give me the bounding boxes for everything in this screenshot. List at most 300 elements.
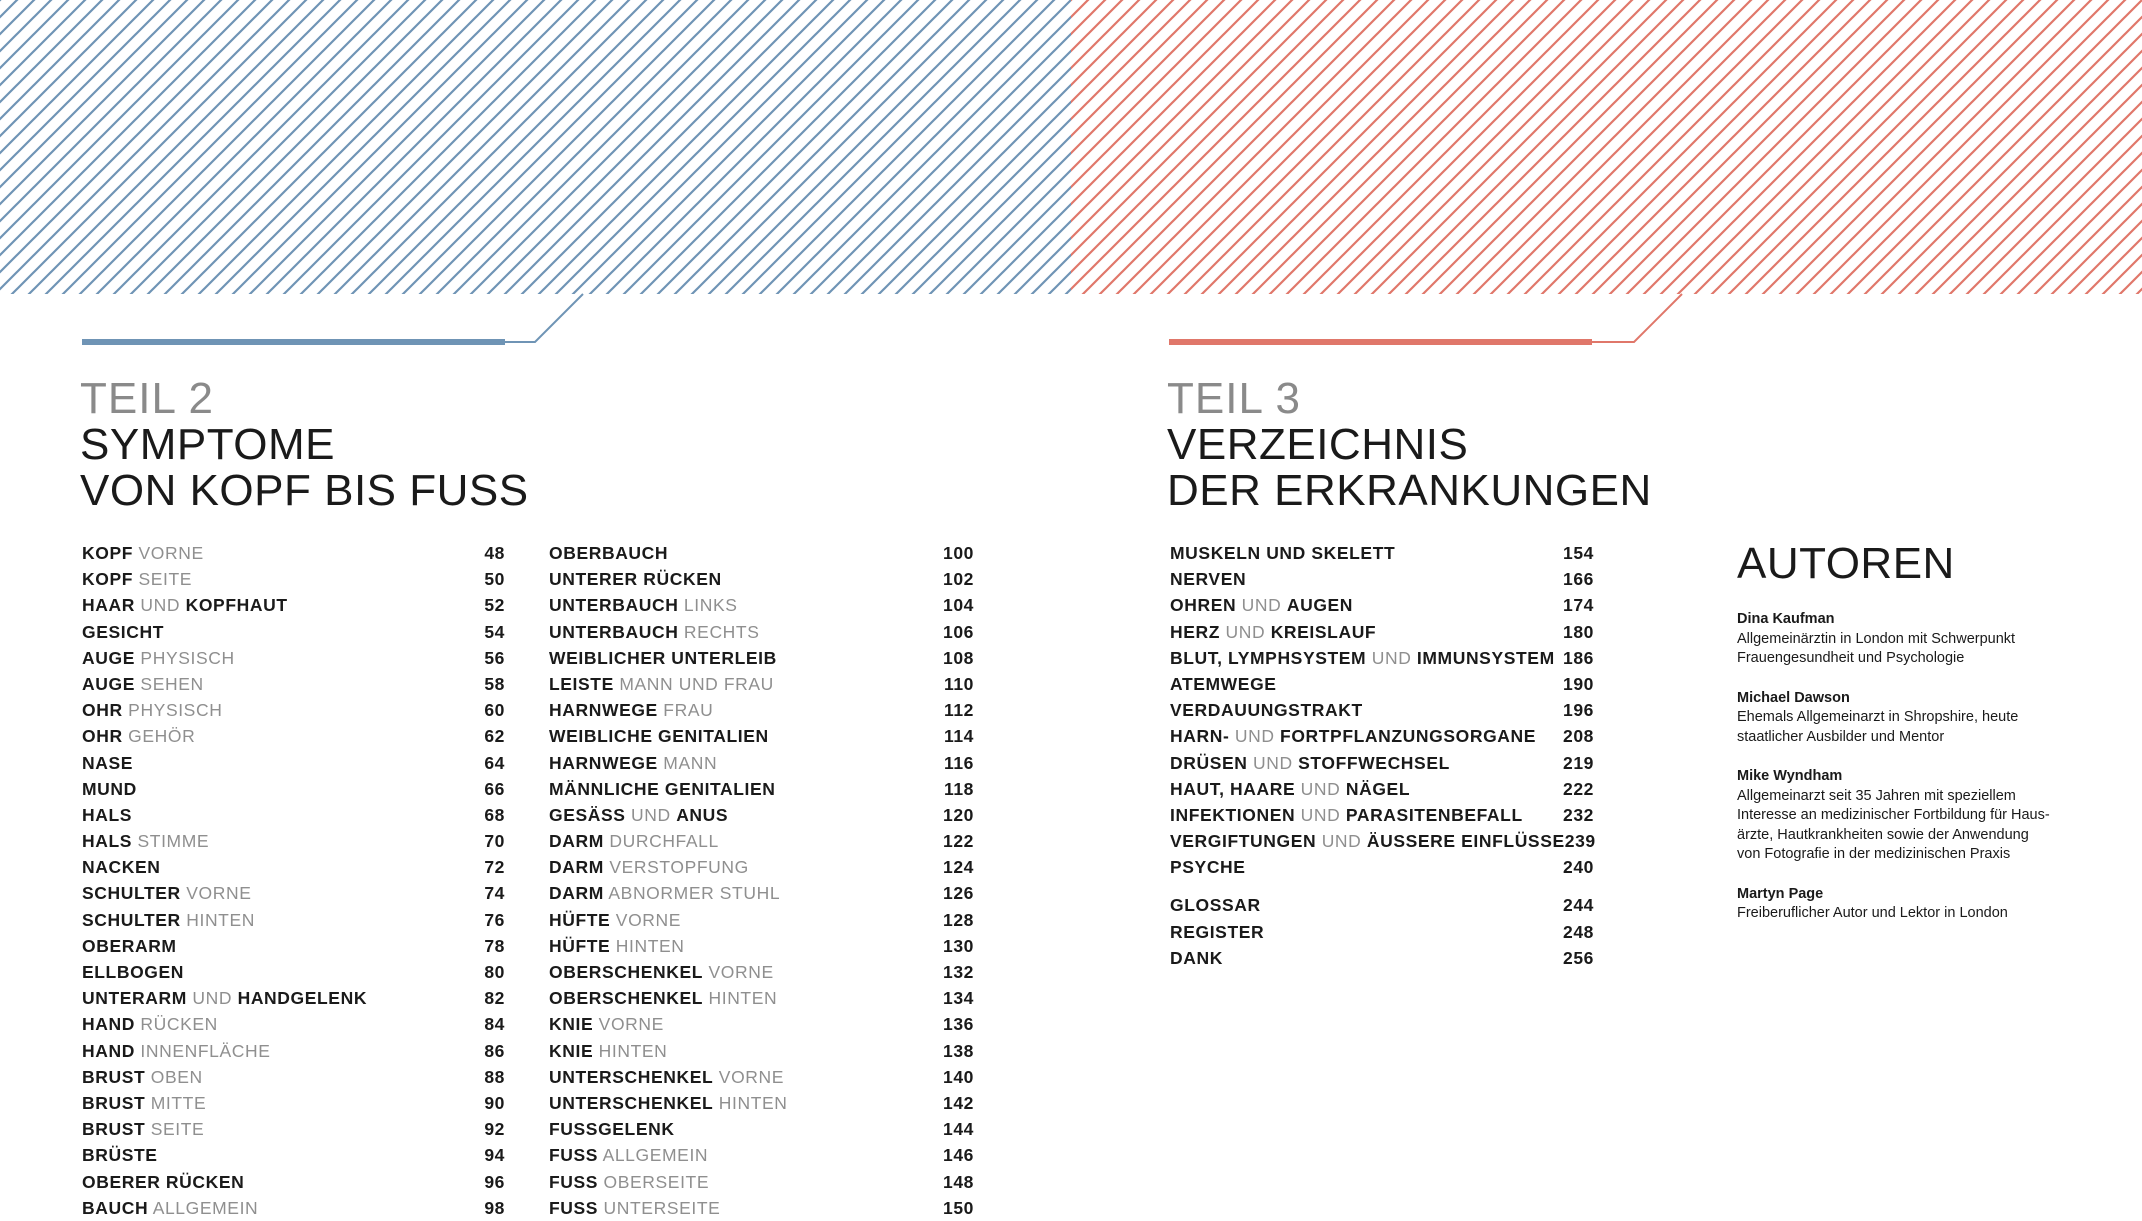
toc-entry-page-number: 52 [484, 595, 505, 616]
toc-entry [82, 1090, 505, 1116]
toc-entry [549, 723, 974, 749]
teil2-toc-column-1 [82, 540, 505, 1221]
toc-entry-main-text: OBERBAUCH [549, 543, 669, 563]
toc-entry-page-number: 124 [943, 857, 974, 878]
author-description-line: Freiberuflicher Autor und Lektor in London [1737, 905, 2008, 921]
toc-entry-label [82, 907, 255, 933]
toc-entry-qualifier-text: SEITE [145, 1119, 205, 1140]
toc-entry [1170, 566, 1594, 592]
toc-entry [549, 750, 974, 776]
author-entry [1737, 885, 2067, 924]
toc-entry-main-text: PSYCHE [1170, 857, 1246, 878]
toc-entry-label [549, 880, 780, 906]
toc-entry-main-text: DANK [1170, 947, 1223, 968]
toc-entry-label [1170, 945, 1223, 971]
toc-entry [1170, 697, 1594, 723]
toc-entry-page-number: 126 [943, 883, 974, 904]
toc-entry-label [549, 619, 759, 645]
toc-entry-qualifier-text: FRAU [657, 700, 714, 721]
toc-entry-label [1170, 750, 1450, 776]
toc-entry-main-text: OBERSCHENKEL [549, 962, 704, 982]
toc-entry-page-number: 68 [484, 804, 505, 825]
toc-entry-main-text: NASE [82, 752, 134, 773]
toc-entry-page-number: 84 [484, 1014, 505, 1035]
toc-entry-main-text: MUSKELN UND SKELETT [1170, 543, 1396, 563]
toc-entry-main-text: BRÜSTE [82, 1145, 158, 1166]
toc-entry-qualifier-text: GEHÖR [122, 726, 196, 747]
toc-entry [82, 854, 505, 880]
toc-entry [549, 540, 974, 566]
toc-entry-main-text: KOPF [82, 543, 134, 563]
toc-entry [1170, 750, 1594, 776]
toc-entry [1170, 723, 1594, 749]
author-description-line: Allgemeinarzt seit 35 Jahren mit speziellem [1737, 787, 2016, 804]
toc-entry [549, 619, 974, 645]
toc-entry [1170, 671, 1594, 697]
toc-entry [1170, 619, 1594, 645]
toc-entry-main-text: AUGE [82, 673, 135, 694]
teil3-toc-column [1170, 540, 1594, 971]
toc-entry-label [82, 645, 235, 671]
toc-entry-page-number: 92 [484, 1119, 505, 1140]
toc-entry-page-number: 166 [1563, 569, 1594, 590]
toc-entry [549, 566, 974, 592]
toc-entry-main-text: MUND [82, 778, 137, 799]
toc-entry-main-text: IMMUNSYSTEM [1416, 647, 1555, 668]
toc-entry-label [1170, 802, 1523, 828]
teil3-label: TEIL 3 [1167, 374, 1301, 423]
toc-entry [82, 1064, 505, 1090]
toc-entry [549, 645, 974, 671]
toc-entry-page-number: 232 [1563, 804, 1594, 825]
toc-entry [1170, 919, 1594, 945]
author-description-line: Ehemals Allgemeinarzt in Shropshire, heute [1737, 709, 2019, 725]
toc-entry-page-number: 248 [1563, 921, 1594, 942]
toc-spacer [1170, 880, 1594, 892]
toc-entry-qualifier-text: OBERSEITE [598, 1171, 710, 1192]
toc-entry-main-text: INFEKTIONEN [1170, 804, 1296, 825]
toc-entry-page-number: 208 [1563, 726, 1594, 747]
toc-entry-qualifier-text: UND [1220, 621, 1271, 642]
toc-entry-qualifier-text: ALLGEMEIN [598, 1145, 709, 1166]
toc-entry-qualifier-text: HINTEN [610, 935, 685, 956]
toc-entry-page-number: 222 [1563, 778, 1594, 799]
toc-entry-qualifier-text: VORNE [713, 1066, 785, 1087]
toc-entry-qualifier-text: UND [1316, 831, 1367, 852]
toc-entry-main-text: FUSSGELENK [549, 1119, 675, 1140]
toc-entry-page-number: 134 [943, 988, 974, 1009]
toc-entry-main-text: HAND [82, 1014, 135, 1035]
toc-entry-label [1170, 592, 1353, 618]
toc-entry [549, 1064, 974, 1090]
toc-entry [82, 776, 505, 802]
toc-entry-page-number: 76 [484, 909, 505, 930]
toc-entry [82, 907, 505, 933]
toc-entry-page-number: 72 [484, 857, 505, 878]
toc-entry-label [82, 1011, 218, 1037]
toc-entry-qualifier-text: HINTEN [703, 988, 778, 1009]
toc-entry [549, 1011, 974, 1037]
toc-entry-main-text: GESÄSS [549, 804, 626, 825]
toc-entry-page-number: 132 [943, 962, 974, 982]
toc-entry-qualifier-text: VORNE [703, 962, 774, 982]
toc-entry-main-text: NERVEN [1170, 569, 1247, 590]
toc-entry-label [549, 933, 685, 959]
toc-entry-qualifier-text: MANN [657, 752, 718, 773]
toc-entry-page-number: 128 [943, 909, 974, 930]
teil3-title-line2: DER ERKRANKUNGEN [1167, 466, 1652, 515]
toc-entry-page-number: 244 [1563, 895, 1594, 916]
author-description-line: von Fotografie in der medizinischen Praxis [1737, 846, 2011, 862]
toc-entry-page-number: 48 [484, 543, 505, 563]
toc-entry-label [549, 1142, 708, 1168]
toc-entry-label [82, 723, 195, 749]
toc-entry-label [82, 566, 192, 592]
toc-entry-label [1170, 854, 1246, 880]
toc-entry-qualifier-text: SEITE [133, 569, 193, 590]
toc-entry [549, 1116, 974, 1142]
toc-entry-label [549, 697, 713, 723]
toc-entry-main-text: NACKEN [82, 857, 161, 878]
toc-entry [82, 880, 505, 906]
toc-entry-label [549, 671, 774, 697]
toc-entry-main-text: VERDAUUNGSTRAKT [1170, 700, 1363, 721]
toc-entry-main-text: UNTERARM [82, 988, 187, 1009]
toc-entry-label [549, 907, 681, 933]
toc-entry-qualifier-text: UND [1295, 778, 1346, 799]
toc-entry-page-number: 50 [484, 569, 505, 590]
toc-entry-page-number: 219 [1563, 752, 1594, 773]
toc-entry-qualifier-text: MITTE [145, 1092, 207, 1113]
toc-entry [1170, 945, 1594, 971]
toc-entry-main-text: AUGEN [1286, 595, 1354, 616]
toc-entry-page-number: 112 [943, 700, 974, 721]
toc-entry [82, 671, 505, 697]
toc-entry-qualifier-text: UNTERSEITE [598, 1197, 721, 1218]
toc-entry [82, 723, 505, 749]
toc-entry-qualifier-text: UND [1247, 752, 1299, 773]
toc-entry-main-text: WEIBLICHE GENITALIEN [549, 726, 769, 747]
toc-entry-label [82, 1142, 158, 1168]
toc-entry-label [1170, 671, 1277, 697]
toc-entry-main-text: HARN- [1170, 726, 1230, 747]
toc-entry-label [82, 802, 132, 828]
toc-entry-page-number: 130 [943, 935, 974, 956]
toc-entry-main-text: UNTERBAUCH [549, 595, 679, 616]
toc-entry-main-text: KREISLAUF [1270, 621, 1377, 642]
toc-entry-label [1170, 645, 1555, 671]
toc-entry-label [549, 1011, 664, 1037]
toc-entry-main-text: KOPFHAUT [185, 595, 288, 616]
toc-entry-qualifier-text: DURCHFALL [603, 831, 719, 852]
toc-entry-label [1170, 619, 1376, 645]
toc-entry-main-text: BLUT, LYMPHSYSTEM [1170, 647, 1367, 668]
toc-entry-label [549, 1116, 675, 1142]
toc-entry [549, 1195, 974, 1221]
toc-entry-qualifier-text: INNENFLÄCHE [134, 1040, 271, 1061]
toc-entry-main-text: OHR [82, 726, 123, 747]
toc-entry-label [549, 1038, 667, 1064]
toc-entry-label [82, 959, 184, 985]
toc-entry [549, 1038, 974, 1064]
toc-entry-main-text: LEISTE [549, 673, 614, 694]
toc-entry-main-text: UNTERSCHENKEL [549, 1066, 714, 1087]
toc-entry-main-text: ELLBOGEN [82, 962, 185, 982]
teil2-toc-column-2 [549, 540, 974, 1221]
toc-entry-qualifier-text: UND [1295, 804, 1346, 825]
author-entry [1737, 610, 2067, 669]
toc-entry-page-number: 239 [1564, 831, 1596, 852]
toc-entry [549, 959, 974, 985]
toc-entry-main-text: OHREN [1170, 595, 1237, 616]
author-description-line: Allgemeinärztin in London mit Schwerpunkt [1737, 630, 2016, 647]
toc-entry-page-number: 100 [943, 543, 974, 563]
toc-entry [1170, 892, 1594, 918]
toc-entry-page-number: 240 [1563, 857, 1594, 878]
toc-entry-qualifier-text: RECHTS [678, 621, 760, 642]
toc-entry [82, 750, 505, 776]
toc-entry-page-number: 148 [943, 1171, 974, 1192]
toc-entry-label [549, 645, 777, 671]
toc-entry-label [82, 828, 209, 854]
toc-entry [82, 802, 505, 828]
toc-entry-main-text: GESICHT [82, 621, 164, 642]
toc-entry-main-text: GLOSSAR [1170, 895, 1261, 916]
toc-entry-page-number: 78 [484, 935, 505, 956]
toc-entry-main-text: HARNWEGE [549, 752, 658, 773]
toc-entry-label [549, 540, 668, 566]
teil3-connector-line [1592, 294, 1682, 342]
toc-entry-main-text: BAUCH [82, 1197, 149, 1218]
toc-entry [549, 1169, 974, 1195]
toc-entry-main-text: HERZ [1170, 621, 1221, 642]
toc-entry-main-text: DRÜSEN [1170, 752, 1248, 773]
author-description-line: staatlicher Ausbilder und Mentor [1737, 728, 1945, 745]
toc-entry-qualifier-text: UND [1229, 726, 1281, 747]
toc-entry-page-number: 96 [484, 1171, 505, 1192]
toc-entry-qualifier-text: VORNE [180, 883, 252, 904]
toc-entry-qualifier-text: VERSTOPFUNG [603, 857, 749, 878]
toc-entry-page-number: 142 [943, 1092, 974, 1113]
toc-entry-label [549, 750, 717, 776]
toc-entry-qualifier-text: SEHEN [134, 673, 204, 694]
toc-entry-main-text: UNTERBAUCH [549, 621, 679, 642]
toc-entry-main-text: DARM [549, 883, 604, 904]
toc-entry-main-text: AUGE [82, 647, 135, 668]
toc-entry-main-text: SCHULTER [82, 909, 181, 930]
toc-entry [82, 540, 505, 566]
toc-entry-label [82, 592, 288, 618]
toc-entry-page-number: 94 [484, 1145, 505, 1166]
toc-entry-label [82, 1038, 271, 1064]
toc-entry [82, 985, 505, 1011]
toc-entry [82, 828, 505, 854]
toc-entry-main-text: ANUS [676, 804, 729, 825]
toc-entry [82, 566, 505, 592]
toc-entry [82, 1011, 505, 1037]
toc-entry-main-text: MÄNNLICHE GENITALIEN [549, 778, 776, 799]
toc-entry-page-number: 104 [943, 595, 974, 616]
teil2-label: TEIL 2 [80, 374, 214, 423]
toc-entry-qualifier-text: UND [1366, 647, 1417, 668]
toc-entry-label [549, 1195, 720, 1221]
author-description-line: Frauengesundheit und Psychologie [1737, 650, 1965, 666]
toc-entry-main-text: HALS [82, 831, 133, 852]
toc-entry-qualifier-text: VORNE [593, 1014, 664, 1035]
toc-entry-page-number: 150 [943, 1197, 974, 1218]
toc-entry-qualifier-text: OBEN [145, 1066, 203, 1087]
author-list [1737, 610, 2067, 924]
toc-entry-qualifier-text: VORNE [133, 543, 204, 563]
toc-entry-label [82, 750, 133, 776]
toc-entry-page-number: 114 [943, 726, 974, 747]
toc-entry-label [549, 828, 719, 854]
toc-entry [549, 880, 974, 906]
section-connectors [0, 0, 2142, 360]
toc-entry-qualifier-text: RÜCKEN [134, 1014, 218, 1035]
toc-entry-page-number: 74 [484, 883, 505, 904]
toc-entry-page-number: 60 [484, 700, 505, 721]
toc-entry [82, 697, 505, 723]
toc-entry-label [549, 854, 749, 880]
toc-entry [1170, 802, 1594, 828]
toc-entry [82, 619, 505, 645]
toc-entry-page-number: 122 [943, 831, 974, 852]
toc-entry-main-text: UNTERER RÜCKEN [549, 569, 722, 590]
toc-entry-page-number: 86 [484, 1040, 505, 1061]
toc-entry-main-text: HÜFTE [549, 909, 611, 930]
toc-entry-label [549, 1090, 788, 1116]
toc-entry-main-text: HÜFTE [549, 935, 611, 956]
toc-entry-page-number: 106 [943, 621, 974, 642]
toc-entry-qualifier-text: HINTEN [180, 909, 255, 930]
authors-title: AUTOREN [1737, 539, 1955, 588]
toc-entry [82, 1116, 505, 1142]
toc-entry-main-text: HANDGELENK [237, 988, 368, 1009]
toc-entry-label [1170, 892, 1261, 918]
toc-entry [82, 1038, 505, 1064]
toc-entry-page-number: 88 [484, 1066, 505, 1087]
toc-entry-label [82, 776, 137, 802]
toc-entry [549, 802, 974, 828]
toc-entry-page-number: 146 [943, 1145, 974, 1166]
toc-entry-main-text: OHR [82, 700, 123, 721]
toc-entry-page-number: 174 [1563, 595, 1594, 616]
toc-entry-label [549, 802, 728, 828]
toc-entry-page-number: 82 [484, 988, 505, 1009]
toc-entry-main-text: FUSS [549, 1197, 599, 1218]
toc-entry-main-text: FUSS [549, 1171, 599, 1192]
toc-entry-label [1170, 919, 1264, 945]
toc-entry-main-text: UNTERSCHENKEL [549, 1092, 714, 1113]
toc-entry-label [82, 880, 251, 906]
toc-entry-main-text: BRUST [82, 1092, 146, 1113]
toc-entry [549, 697, 974, 723]
toc-entry-main-text: KNIE [549, 1040, 594, 1061]
toc-entry-label [549, 1169, 709, 1195]
toc-entry [82, 592, 505, 618]
toc-entry-page-number: 70 [484, 831, 505, 852]
toc-entry-main-text: ÄUSSERE EINFLÜSSE [1366, 831, 1565, 852]
toc-entry-label [549, 959, 774, 985]
toc-entry-page-number: 256 [1563, 947, 1594, 968]
toc-entry-main-text: OBERSCHENKEL [549, 988, 704, 1009]
toc-entry-page-number: 66 [484, 778, 505, 799]
teil2-title-line2: VON KOPF BIS FUSS [80, 466, 529, 515]
toc-entry-label [82, 619, 164, 645]
toc-entry-label [1170, 776, 1410, 802]
toc-entry-main-text: WEIBLICHER UNTERLEIB [549, 647, 777, 668]
toc-entry-main-text: HALS [82, 804, 133, 825]
toc-entry-qualifier-text: VORNE [610, 909, 682, 930]
toc-entry-page-number: 140 [943, 1066, 974, 1087]
toc-entry [82, 1195, 505, 1221]
toc-entry-page-number: 144 [943, 1119, 974, 1140]
author-entry [1737, 689, 2067, 748]
toc-entry-page-number: 64 [484, 752, 505, 773]
toc-entry [1170, 854, 1594, 880]
toc-entry-page-number: 58 [484, 673, 505, 694]
toc-entry-main-text: DARM [549, 857, 604, 878]
toc-entry-main-text: ATEMWEGE [1170, 673, 1277, 694]
toc-entry-qualifier-text: UND [625, 804, 677, 825]
toc-entry-label [82, 1064, 203, 1090]
teil3-title-line1: VERZEICHNIS [1167, 420, 1469, 469]
toc-entry-page-number: 116 [943, 752, 974, 773]
toc-entry-label [82, 985, 367, 1011]
toc-entry [549, 854, 974, 880]
toc-entry-label [549, 566, 722, 592]
authors-section [1737, 536, 2067, 944]
toc-entry-page-number: 118 [943, 778, 974, 799]
toc-entry-qualifier-text: UND [186, 988, 238, 1009]
toc-entry-qualifier-text: UND [134, 595, 186, 616]
toc-entry-main-text: HAND [82, 1040, 135, 1061]
toc-entry-main-text: PARASITENBEFALL [1345, 804, 1523, 825]
toc-entry [549, 1090, 974, 1116]
toc-entry-main-text: HARNWEGE [549, 700, 658, 721]
toc-entry-qualifier-text: ALLGEMEIN [148, 1197, 259, 1218]
toc-entry-label [1170, 540, 1395, 566]
toc-entry [549, 933, 974, 959]
toc-entry [549, 592, 974, 618]
toc-entry [549, 828, 974, 854]
toc-entry-qualifier-text: UND [1236, 595, 1287, 616]
toc-entry [82, 933, 505, 959]
toc-entry-main-text: STOFFWECHSEL [1298, 752, 1450, 773]
author-description-line: ärzte, Hautkrankheiten sowie der Anwendung [1737, 826, 2029, 843]
teil3-toc-appendix [1170, 892, 1594, 971]
toc-entry-qualifier-text: ABNORMER STUHL [603, 883, 781, 904]
toc-entry-label [82, 1090, 206, 1116]
toc-entry-main-text: HAAR [82, 595, 135, 616]
toc-entry-page-number: 136 [943, 1014, 974, 1035]
toc-entry [549, 1142, 974, 1168]
toc-entry-label [1170, 828, 1565, 854]
author-name: Dina Kaufman [1737, 611, 1835, 627]
toc-entry-label [1170, 697, 1363, 723]
toc-entry-page-number: 98 [484, 1197, 505, 1218]
teil2-connector-line [505, 294, 583, 342]
toc-entry [1170, 645, 1594, 671]
toc-entry-page-number: 180 [1563, 621, 1594, 642]
toc-entry-label [82, 1169, 244, 1195]
teil3-toc-main [1170, 540, 1594, 880]
toc-entry-main-text: HAUT, HAARE [1170, 778, 1296, 799]
toc-entry-page-number: 196 [1563, 700, 1594, 721]
toc-entry-label [549, 985, 777, 1011]
toc-entry-main-text: OBERER RÜCKEN [82, 1171, 245, 1192]
